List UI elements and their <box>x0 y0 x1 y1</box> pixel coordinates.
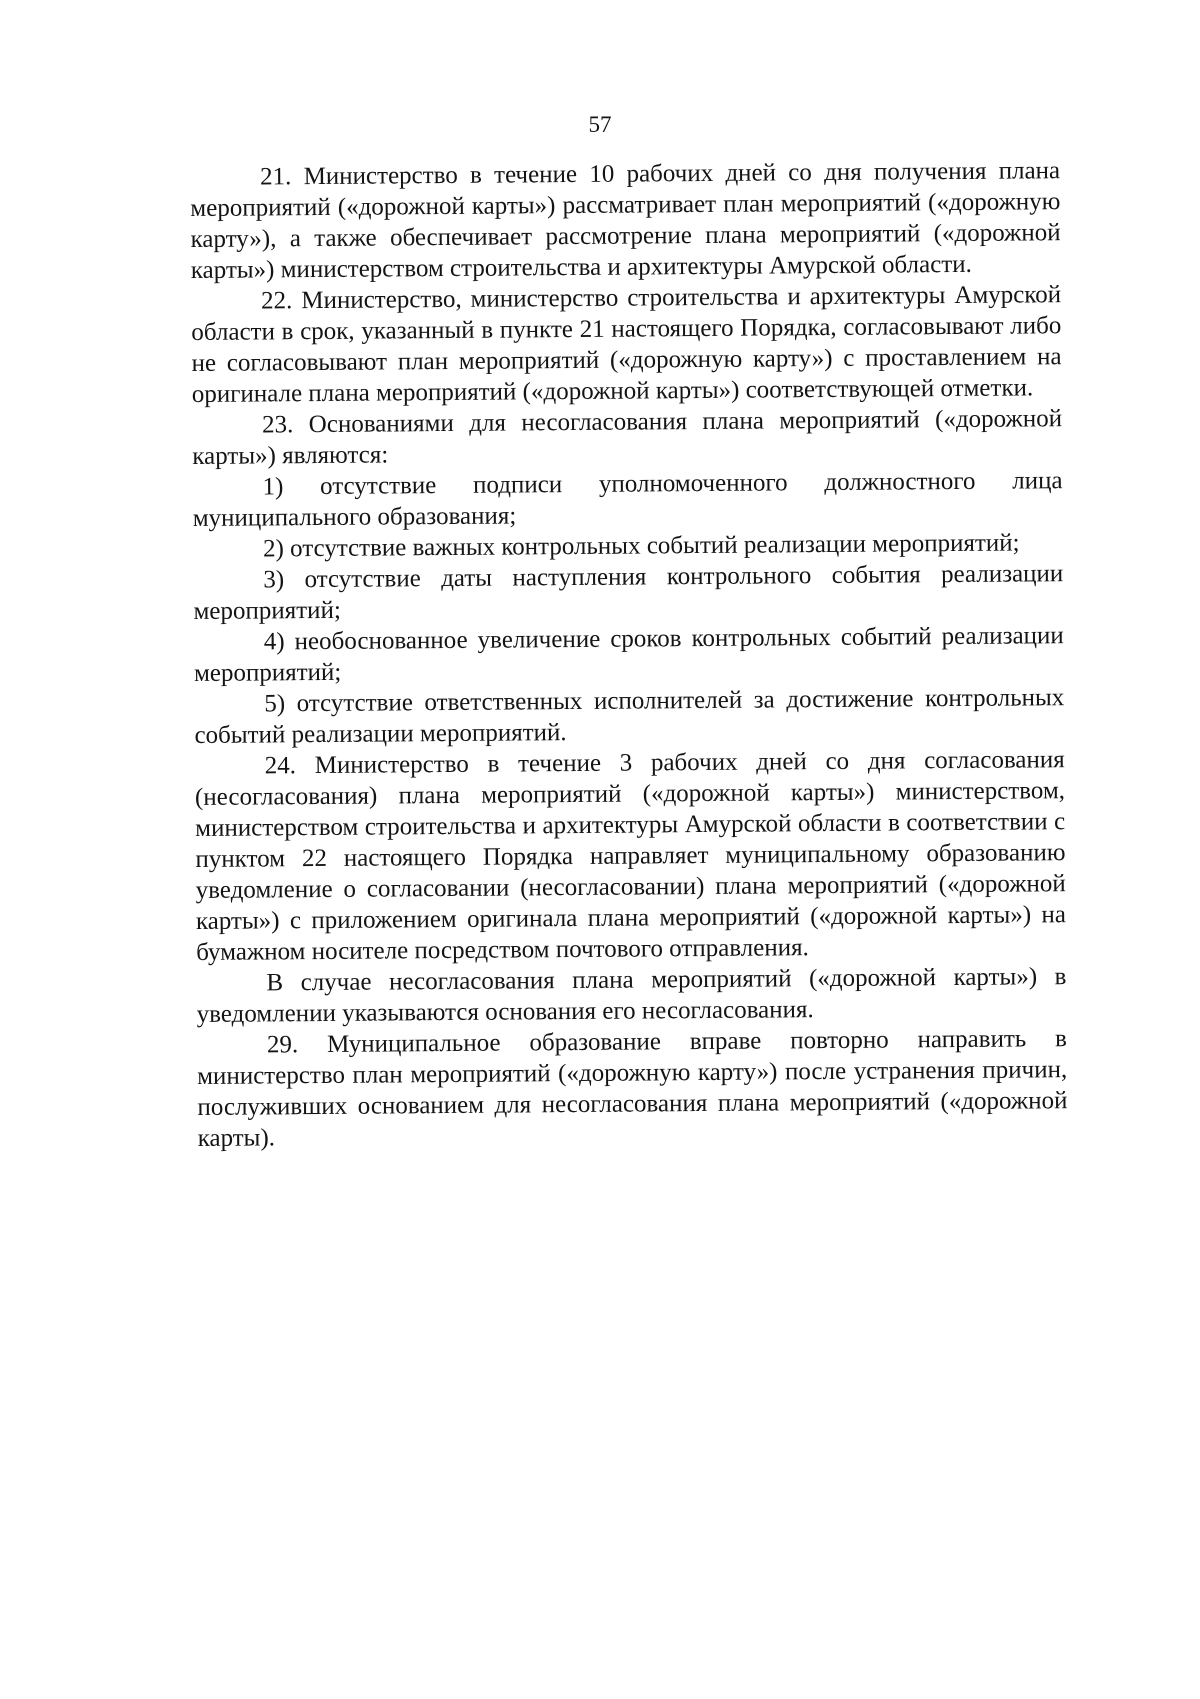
list-item-3: 3) отсутствие даты наступления контрольного события реализации мероприятий; <box>193 560 1064 625</box>
list-item-2: 2) отсутствие важных контрольных событий реализации мероприятий; <box>262 529 1020 563</box>
page-number: 57 <box>588 112 612 137</box>
paragraph-22: 22. Министерство, министерство строительства и архитектуры Амурской области в срок, указанный в пункте 21 настоящего Порядка, согласовывают либо не согласовывают план мероприятий («дорожную карту») с проставлением на оригинале плана мероприятий («дорожной карты») соответствующей отметки. <box>191 281 1062 408</box>
paragraph-24-continuation: В случае несогласования плана мероприятий («дорожной карты») в уведомлении указываются основания его несогласования. <box>196 963 1067 1028</box>
list-item-4: 4) необоснованное увеличение сроков контрольных событий реализации мероприятий; <box>193 622 1064 687</box>
paragraph-21: 21. Министерство в течение 10 рабочих дней со дня получения плана мероприятий («дорожной карты») рассматривает план мероприятий («дорожную карту»), а также обеспечивает рассмотрение плана мероприятий («дорожной карты») министерством строительства и архитектуры Амурской области. <box>190 157 1061 284</box>
list-item-5: 5) отсутствие ответственных исполнителей за достижение контрольных событий реализации мероприятий. <box>194 684 1065 749</box>
paragraph-23: 23. Основаниями для несогласования плана мероприятий («дорожной карты») являются: <box>192 405 1063 470</box>
paragraph-29: 29. Муниципальное образование вправе повторно направить в министерство план мероприятий («дорожную карту») после устранения причин, послуживших основанием для несогласования плана мероприятий («дорожной карты). <box>197 1025 1068 1152</box>
list-item-1: 1) отсутствие подписи уполномоченного должностного лица муниципального образования; <box>192 467 1063 532</box>
paragraph-24: 24. Министерство в течение 3 рабочих дней со дня согласования (несогласования) плана мероприятий («дорожной карты») министерством, министерством строительства и архитектуры Амурской области в соответствии с пунктом 22 настоящего Порядка направляет муниципальному образованию уведомление о согласовании (несогласовании) плана мероприятий («дорожной карты») с приложением оригинала плана мероприятий («дорожной карты») на бумажном носителе посредством почтового отправления. <box>194 746 1067 966</box>
document-body <box>190 155 1068 1154</box>
